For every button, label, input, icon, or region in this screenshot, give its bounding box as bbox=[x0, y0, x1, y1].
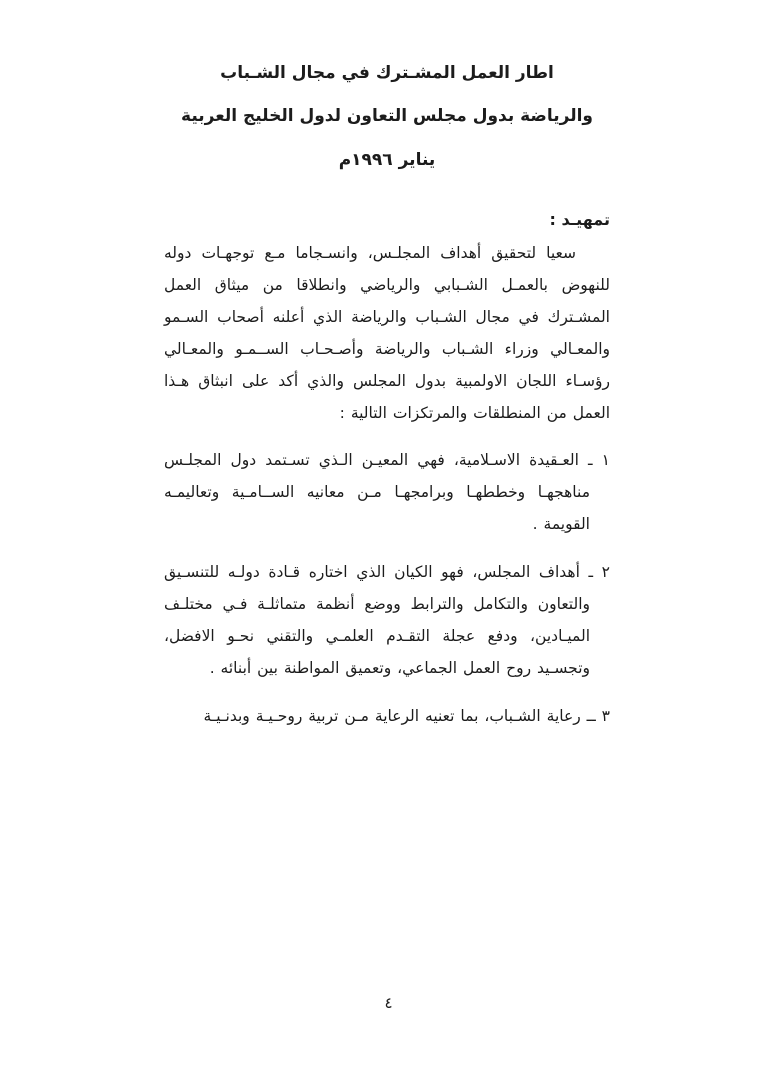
section-heading: تمهيـد : bbox=[549, 210, 610, 230]
intro-paragraph: سعيا لتحقيق أهداف المجلـس، وانسـجاما مـع توجهـات دوله للنهوض بالعمـل الشـبابي والرياضي وانطلاقا من ميثاق العمل المشـترك في مجال الشـباب والرياضة الذي أعلنه أصحاب السـمو والمعـالي وزراء الشـباب والرياضة وأصـحـاب الســمـو والمعـالي رؤسـاء اللجان الاولمبية بدول المجلس والذي أكد على انبثاق هـذا العمل من المنطلقات والمرتكزات التالية : bbox=[164, 244, 610, 423]
document-title bbox=[164, 52, 610, 182]
list-item-2: ٢ ـ أهداف المجلس، فهو الكيان الذي اختاره قـادة دولـه للتنسـيق والتعاون والتكامل والترابط ووضع أنظمة متماثلـة فـي مختلـف الميـادين، ودفع عجلة التقـدم العلمـي والتقني نحـو الافضل، وتجسـيد روح العمل الجماعي، وتعميق المواطنة بين أبنائه . bbox=[164, 562, 610, 677]
list-item-1: ١ ـ العـقيدة الاسـلامية، فهي المعيـن الـذي تسـتمد دول المجلـس مناهجهـا وخططهـا وبرامجهـا مـن معانيه الســامـية وتعاليمـه القويمة . bbox=[164, 450, 610, 533]
list-item-3: ٣ ــ رعاية الشـباب، بما تعنيه الرعاية مـن تربية روحـيـة وبدنـيـة bbox=[203, 707, 610, 726]
page-number: ٤ bbox=[384, 994, 393, 1012]
title-line-1: اطار العمل المشـترك في مجال الشـباب bbox=[220, 63, 554, 83]
title-line-3: يناير ١٩٩٦م bbox=[338, 149, 436, 170]
page-content bbox=[164, 52, 610, 748]
title-line-2: والرياضة بدول مجلس التعاون لدول الخليج العربية bbox=[181, 106, 593, 127]
